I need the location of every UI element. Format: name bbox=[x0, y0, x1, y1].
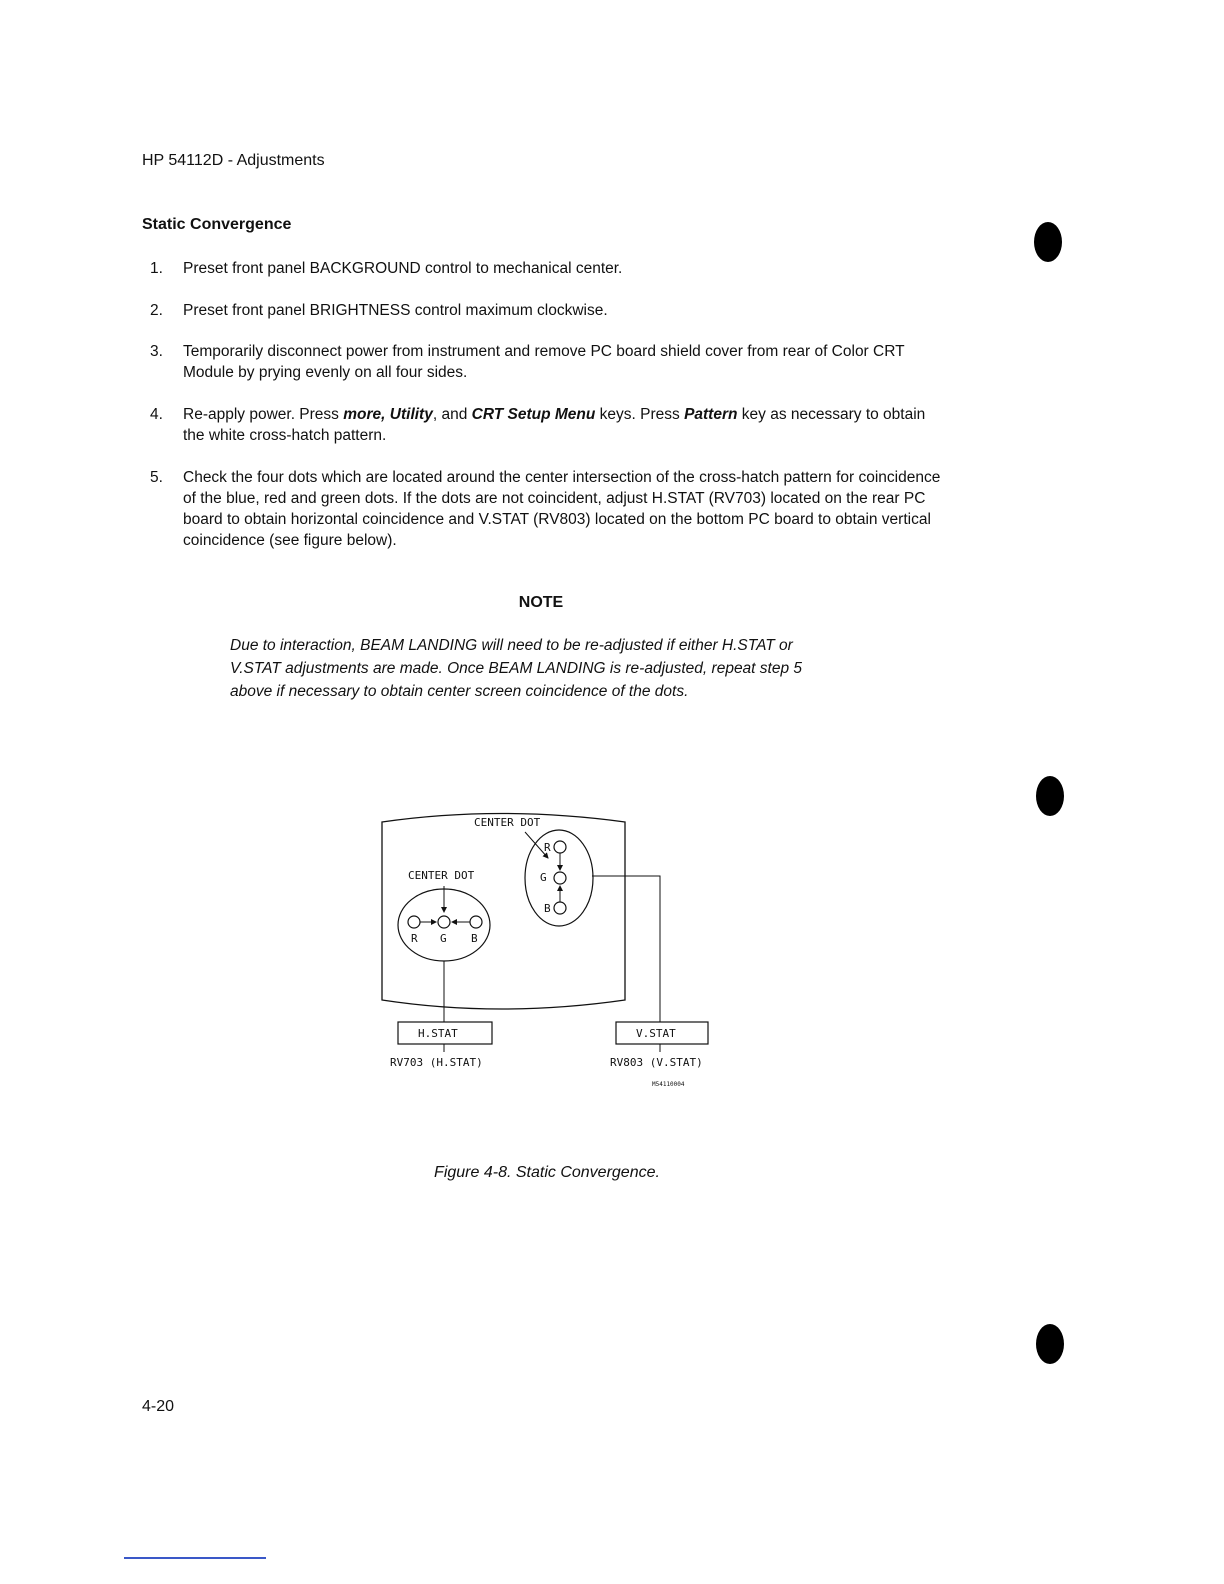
green-dot bbox=[438, 916, 450, 928]
dot-r-label: R bbox=[544, 841, 551, 854]
step-3 bbox=[150, 341, 950, 383]
blue-dot bbox=[470, 916, 482, 928]
hstat-rv-label: RV703 (H.STAT) bbox=[390, 1056, 483, 1069]
vstat-box-label: V.STAT bbox=[636, 1027, 676, 1040]
step-number: 2. bbox=[150, 302, 163, 319]
static-convergence-diagram bbox=[370, 800, 740, 1100]
step-text-part: , and bbox=[432, 406, 472, 423]
step-number: 1. bbox=[150, 260, 163, 277]
note-text: Due to interaction, BEAM LANDING will need to be re-adjusted if either H.STAT or V.STAT adjustments are made. Once BEAM LANDING is re-adjusted, repeat step 5 above if necessary to obtain center screen coincidence of the dots. bbox=[230, 637, 803, 700]
dot-r-label: R bbox=[411, 932, 418, 945]
page-number: 4-20 bbox=[142, 1398, 175, 1415]
section-title: Static Convergence bbox=[142, 216, 292, 233]
step-1 bbox=[150, 258, 950, 279]
binder-hole bbox=[1034, 222, 1062, 262]
note-title: NOTE bbox=[518, 594, 564, 611]
step-5 bbox=[150, 467, 950, 551]
step-text: Preset front panel BRIGHTNESS control maximum clockwise. bbox=[183, 302, 608, 319]
key-crt-setup-menu: CRT Setup Menu bbox=[471, 406, 596, 423]
step-text-part: key as necessary to obtain the white cross-hatch pattern. bbox=[183, 406, 926, 444]
binder-hole bbox=[1036, 776, 1064, 816]
dot-g-label: G bbox=[440, 932, 447, 945]
red-dot bbox=[408, 916, 420, 928]
blue-dot bbox=[554, 902, 566, 914]
vstat-rv-label: RV803 (V.STAT) bbox=[610, 1056, 703, 1069]
step-text-part: keys. Press bbox=[595, 406, 685, 423]
step-number: 5. bbox=[150, 469, 163, 486]
step-4 bbox=[150, 404, 950, 446]
vertical-dots-ellipse bbox=[525, 830, 593, 926]
dot-b-label: B bbox=[544, 902, 551, 915]
dot-b-label: B bbox=[471, 932, 478, 945]
green-dot bbox=[554, 872, 566, 884]
figure-code: M54110004 bbox=[652, 1081, 685, 1088]
dot-g-label: G bbox=[540, 871, 547, 884]
hstat-box-label: H.STAT bbox=[418, 1027, 458, 1040]
footer-rule bbox=[124, 1557, 266, 1559]
binder-hole bbox=[1036, 1324, 1064, 1364]
key-utility: Utility bbox=[389, 406, 433, 423]
step-text: Preset front panel BACKGROUND control to mechanical center. bbox=[183, 260, 623, 277]
key-more: more, bbox=[343, 406, 386, 423]
step-number: 4. bbox=[150, 406, 163, 423]
center-dot-top-label: CENTER DOT bbox=[474, 816, 541, 829]
step-text: Check the four dots which are located around the center intersection of the cross-hatch pattern for coincidence of the blue, red and green dots. If the dots are not coincident, adjust H.STAT (RV703) located on the rear PC board to obtain horizontal coincidence and V.STAT (RV803) located on the bottom PC board to obtain vertical coincidence (see figure below). bbox=[183, 469, 941, 549]
step-number: 3. bbox=[150, 343, 163, 360]
step-text-part: Re-apply power. Press bbox=[183, 406, 344, 423]
key-pattern: Pattern bbox=[684, 406, 738, 423]
center-dot-left-label: CENTER DOT bbox=[408, 869, 475, 882]
step-text: Temporarily disconnect power from instrument and remove PC board shield cover from rear of Color CRT Module by prying evenly on all four sides. bbox=[183, 343, 905, 381]
red-dot bbox=[554, 841, 566, 853]
step-text bbox=[183, 404, 950, 446]
vstat-connector bbox=[592, 876, 660, 1022]
step-2 bbox=[150, 300, 950, 321]
crt-screen-outline bbox=[382, 814, 625, 1010]
running-header: HP 54112D - Adjustments bbox=[142, 152, 325, 169]
figure-caption: Figure 4-8. Static Convergence. bbox=[434, 1164, 660, 1181]
